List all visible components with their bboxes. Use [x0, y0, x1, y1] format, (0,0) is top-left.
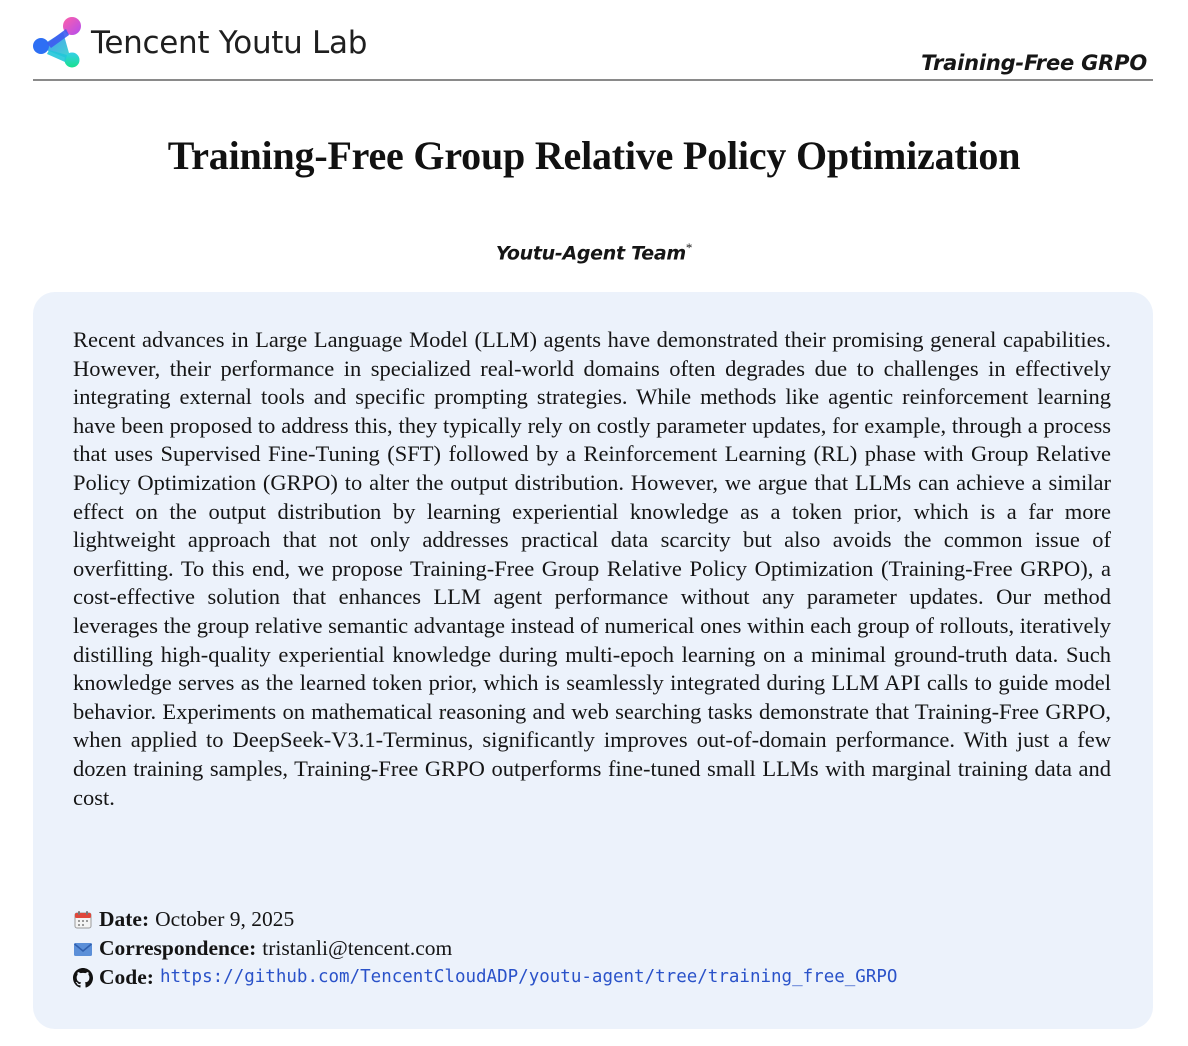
author-footnote-mark: *	[685, 240, 693, 255]
date-value: October 9, 2025	[155, 907, 295, 931]
date-label: Date:	[99, 907, 150, 931]
abstract-text: Recent advances in Large Language Model (LLM) agents have demonstrated their promising general capabilities. However, their performance in specialized real-world domains often degrades due to challenges in effectively integrating external tools and specific prompting strategies. While methods like agentic reinforcement learning have been proposed to address this, they typically rely on costly parameter updates, for example, through a process that uses Supervised Fine-Tuning (SFT) followed by a Reinforcement Learning (RL) phase with Group Relative Policy Optimization (GRPO) to alter the output distribution. However, we argue that LLMs can achieve a similar effect on the output distribution by learning experiential knowledge as a token prior, which is a far more lightweight approach that not only addresses practical data scarcity but also avoids the common issue of overfitting. To this end, we propose Training-Free Group Relative Policy Optimization (Training-Free GRPO), a cost-effective solution that enhances LLM agent performance without any parameter updates. Our method leverages the group relative semantic advantage instead of numerical ones within each group of rollouts, iteratively distilling high-quality experiential knowledge during multi-epoch learning on a minimal ground-truth data. Such knowledge serves as the learned token prior, which is seamlessly integrated during LLM API calls to guide model behavior. Experiments on mathematical reasoning and web searching tasks demonstrate that Training-Free GRPO, when applied to DeepSeek-V3.1-Terminus, significantly improves out-of-domain performance. With just a few dozen training samples, Training-Free GRPO outperforms fine-tuned small LLMs with marginal training data and cost.	[73, 327, 1111, 810]
github-icon	[73, 968, 93, 988]
paper-authors	[0, 240, 1188, 264]
envelope-icon	[73, 939, 93, 959]
page-header	[33, 16, 1153, 82]
code-label: Code:	[99, 965, 154, 989]
correspondence-row	[73, 934, 1133, 963]
paper-title: Training-Free Group Relative Policy Optimization	[167, 133, 1021, 178]
paper-meta	[73, 905, 1133, 992]
youtu-logo-icon	[33, 16, 83, 68]
correspondence-label: Correspondence:	[99, 936, 257, 960]
brand-name: Tencent Youtu Lab	[91, 25, 368, 61]
abstract-box	[33, 292, 1153, 1029]
date-row	[73, 905, 1133, 934]
calendar-icon	[73, 910, 93, 930]
author-name: Youtu-Agent Team	[495, 242, 686, 265]
running-title: Training-Free GRPO	[921, 51, 1147, 75]
code-link[interactable]: https://github.com/TencentCloudADP/youtu-agent/tree/training_free_GRPO	[159, 967, 898, 987]
header-divider	[33, 79, 1153, 81]
code-row	[73, 963, 1133, 992]
correspondence-email[interactable]: tristanli@tencent.com	[262, 936, 453, 960]
